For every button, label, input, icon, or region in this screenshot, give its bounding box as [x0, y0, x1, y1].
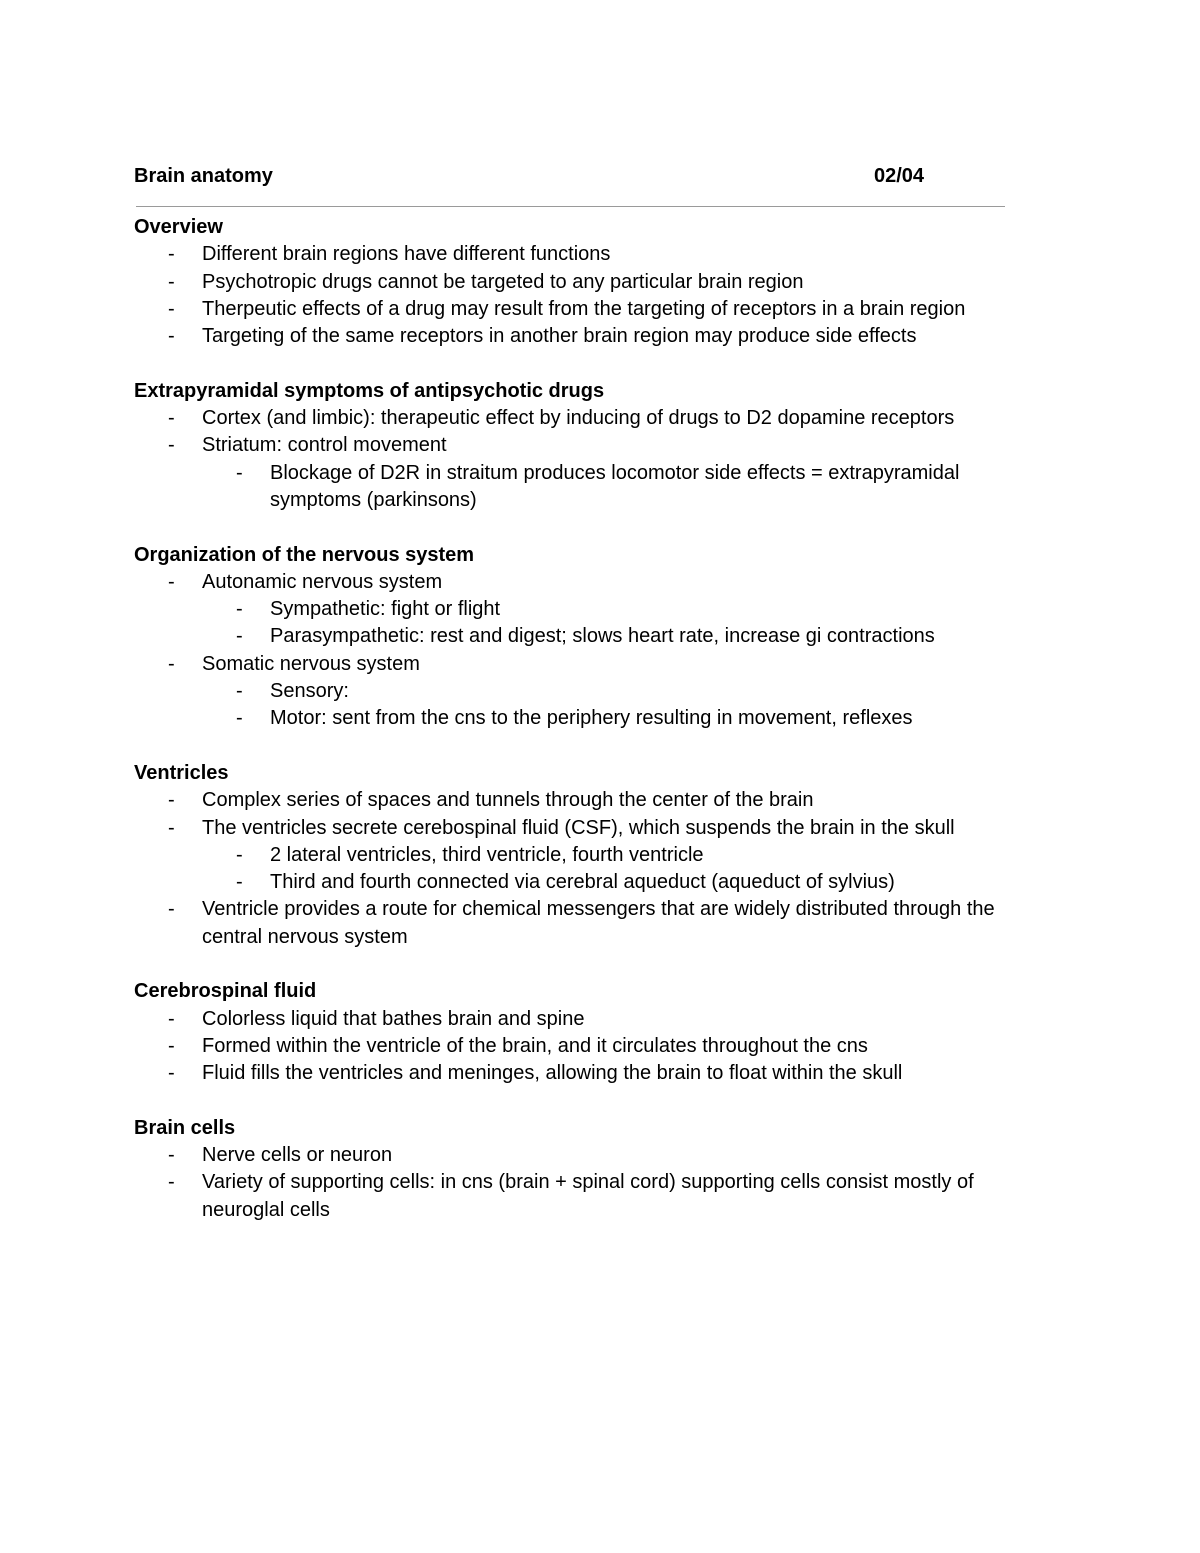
- list-item-text: Third and fourth connected via cerebral aqueduct (aqueduct of sylvius): [270, 871, 895, 894]
- list-item-text: Parasympathetic: rest and digest; slows heart rate, increase gi contractions: [270, 625, 935, 648]
- list-item: [134, 460, 1014, 515]
- bullet-dash: -: [168, 407, 175, 430]
- bullet-dash: -: [168, 434, 175, 457]
- section: [134, 978, 1014, 1087]
- document-date: 02/04: [874, 165, 925, 187]
- list-item-text: Autonamic nervous system: [202, 570, 443, 593]
- list-item: [134, 678, 1014, 705]
- section-heading: Brain cells: [134, 1116, 236, 1139]
- list-item: [134, 432, 1014, 459]
- list-item-text: Psychotropic drugs cannot be targeted to any particular brain region: [202, 270, 804, 293]
- section: [134, 378, 1014, 514]
- list-item: [134, 815, 1014, 842]
- bullet-dash: -: [236, 680, 243, 703]
- bullet-dash: -: [168, 270, 175, 293]
- list-item-text: Targeting of the same receptors in another brain region may produce side effects: [202, 325, 917, 348]
- bullet-dash: -: [168, 1007, 175, 1030]
- list-item-text: Different brain regions have different functions: [202, 243, 611, 266]
- list-item: [134, 1060, 1014, 1087]
- bullet-dash: -: [168, 1144, 175, 1167]
- bullet-dash: -: [168, 1171, 175, 1194]
- section-heading: Cerebrospinal fluid: [134, 980, 317, 1003]
- list-item: [134, 1006, 1014, 1033]
- header-divider: [136, 206, 1005, 207]
- section-heading: Overview: [134, 216, 223, 238]
- list-item: [134, 596, 1014, 623]
- list-item: [134, 241, 1014, 268]
- list-item-text: Variety of supporting cells: in cns (brain + spinal cord) supporting cells consist mostly of neuroglal cells: [202, 1171, 974, 1221]
- bullet-list: [134, 1142, 1014, 1224]
- list-item-text: 2 lateral ventricles, third ventricle, fourth ventricle: [270, 843, 704, 866]
- list-item: [134, 1169, 1014, 1224]
- list-item-text: Complex series of spaces and tunnels through the center of the brain: [202, 789, 814, 812]
- bullet-dash: -: [168, 1034, 175, 1057]
- bullet-dash: -: [168, 570, 175, 593]
- list-item-text: Striatum: control movement: [202, 434, 447, 457]
- list-item: [134, 269, 1014, 296]
- section: [134, 214, 1014, 350]
- document-title: Brain anatomy: [134, 165, 273, 187]
- bullet-dash: -: [236, 843, 243, 866]
- bullet-dash: -: [168, 789, 175, 812]
- section: [134, 542, 1014, 733]
- list-item-text: Therpeutic effects of a drug may result from the targeting of receptors in a brain region: [202, 297, 966, 320]
- document-header: [134, 163, 1004, 189]
- list-item: [134, 1142, 1014, 1169]
- bullet-dash: -: [236, 707, 243, 730]
- list-item-text: Sensory:: [270, 680, 349, 703]
- bullet-dash: -: [236, 625, 243, 648]
- bullet-list: [134, 241, 1014, 350]
- section-heading: Extrapyramidal symptoms of antipsychotic drugs: [134, 379, 605, 402]
- list-item: [134, 569, 1014, 596]
- bullet-dash: -: [168, 898, 175, 921]
- list-item-text: Formed within the ventricle of the brain, and it circulates throughout the cns: [202, 1034, 868, 1057]
- list-item: [134, 1033, 1014, 1060]
- list-item: [134, 869, 1014, 896]
- list-item: [134, 323, 1014, 350]
- list-item-text: Sympathetic: fight or flight: [270, 598, 501, 621]
- bullet-list: [134, 787, 1014, 951]
- section-heading: Organization of the nervous system: [134, 543, 475, 566]
- bullet-dash: -: [236, 598, 243, 621]
- list-item-text: Blockage of D2R in straitum produces locomotor side effects = extrapyramidal symptoms (parkinsons): [270, 461, 960, 511]
- list-item: [134, 623, 1014, 650]
- list-item-text: Motor: sent from the cns to the periphery resulting in movement, reflexes: [270, 707, 913, 730]
- section: [134, 760, 1014, 951]
- bullet-dash: -: [168, 243, 175, 266]
- bullet-dash: -: [168, 297, 175, 320]
- section-heading: Ventricles: [134, 761, 229, 784]
- list-item: [134, 842, 1014, 869]
- section: [134, 1115, 1014, 1224]
- list-item: [134, 296, 1014, 323]
- list-item: [134, 405, 1014, 432]
- bullet-list: [134, 569, 1014, 733]
- list-item-text: Cortex (and limbic): therapeutic effect by inducing of drugs to D2 dopamine receptors: [202, 407, 955, 430]
- bullet-dash: -: [236, 461, 243, 484]
- bullet-dash: -: [168, 1062, 175, 1085]
- bullet-list: [134, 1006, 1014, 1088]
- list-item: [134, 705, 1014, 732]
- bullet-list: [134, 405, 1014, 514]
- bullet-dash: -: [236, 871, 243, 894]
- list-item-text: Ventricle provides a route for chemical messengers that are widely distributed through the central nervous system: [202, 898, 995, 948]
- list-item-text: Somatic nervous system: [202, 652, 420, 675]
- list-item-text: Nerve cells or neuron: [202, 1144, 393, 1167]
- bullet-dash: -: [168, 816, 175, 839]
- document-body: [134, 214, 1014, 1251]
- list-item-text: Colorless liquid that bathes brain and spine: [202, 1007, 585, 1030]
- bullet-dash: -: [168, 652, 175, 675]
- bullet-dash: -: [168, 325, 175, 348]
- list-item-text: The ventricles secrete cerebospinal fluid (CSF), which suspends the brain in the skull: [202, 816, 955, 839]
- list-item-text: Fluid fills the ventricles and meninges, allowing the brain to float within the skull: [202, 1062, 903, 1085]
- list-item: [134, 651, 1014, 678]
- list-item: [134, 896, 1014, 951]
- list-item: [134, 787, 1014, 814]
